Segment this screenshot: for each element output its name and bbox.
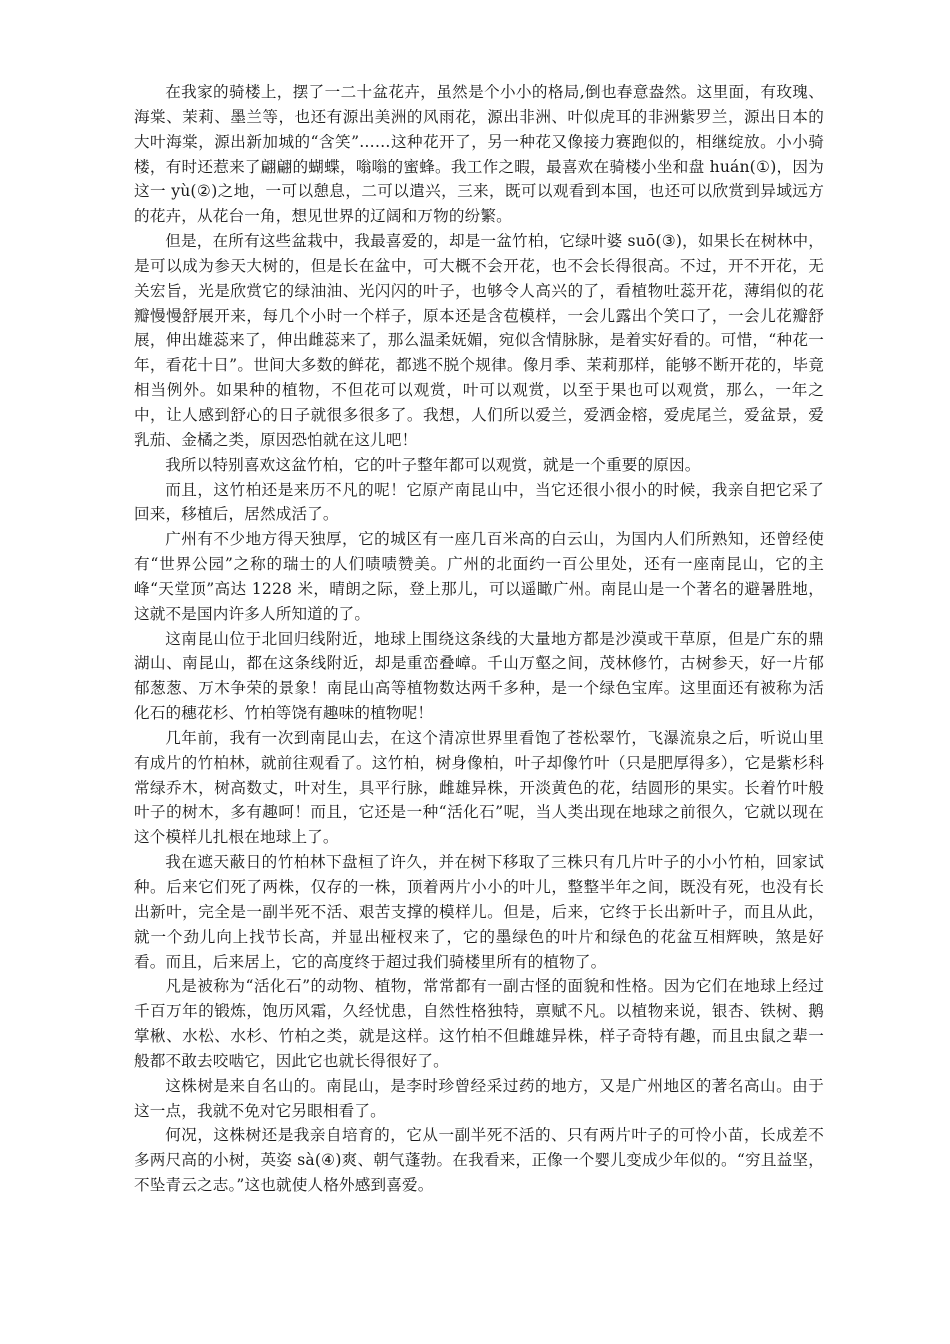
essay-body <box>134 80 824 1198</box>
paragraph-2: 但是，在所有这些盆栽中，我最喜爱的，却是一盆竹柏，它绿叶婆 suō(③)，如果长在树林中，是可以成为参天大树的，但是长在盆中，可大概不会开花，也不会长得很高。不过，开不开花，无关宏旨，光是欣赏它的绿油油、光闪闪的叶子，也够令人高兴的了，看植物吐蕊开花，薄绢似的花瓣慢慢舒展开来，每几个小时一个样子，原本还是含苞模样，一会儿露出个笑口了，一会儿花瓣舒展，伸出雄蕊来了，伸出雌蕊来了，那么温柔妩媚，宛似含情脉脉，是着实好看的。可惜，“种花一年，看花十日”。世间大多数的鲜花，都逃不脱个规律。像月季、茉莉那样，能够不断开花的，毕竟相当例外。如果种的植物，不但花可以观赏，叶可以观赏，以至于果也可以观赏，那么，一年之中，让人感到舒心的日子就很多很多了。我想，人们所以爱兰，爱洒金榕，爱虎尾兰，爱盆景，爱乳茄、金橘之类，原因恐怕就在这儿吧！ <box>134 232 824 449</box>
paragraph-8: 我在遮天蔽日的竹柏林下盘桓了许久，并在树下移取了三株只有几片叶子的小小竹柏，回家试种。后来它们死了两株，仅存的一株，顶着两片小小的叶儿，整整半年之间，既没有死，也没有长出新叶，完全是一副半死不活、艰苦支撑的模样儿。但是，后来，它终于长出新叶子，而且从此，就一个劲儿向上找节长高，并显出桠杈来了，它的墨绿色的叶片和绿色的花盆互相辉映，煞是好看。而且，后来居上，它的高度终于超过我们骑楼里所有的植物了。 <box>134 853 824 971</box>
paragraph-3: 我所以特别喜欢这盆竹柏，它的叶子整年都可以观赏，就是一个重要的原因。 <box>165 455 701 474</box>
paragraph-9: 凡是被称为“活化石”的动物、植物，常常都有一副古怪的面貌和性格。因为它们在地球上经过千百万年的锻炼，饱历风霜，久经忧患，自然性格独特，禀赋不凡。以植物来说，银杏、铁树、鹅掌楸、水松、水杉、竹柏之类，就是这样。这竹柏不但雌雄异株，样子奇特有趣，而且虫鼠之辈一般都不敢去咬啮它，因此它也就长得很好了。 <box>134 977 824 1070</box>
paragraph-7: 几年前，我有一次到南昆山去，在这个清凉世界里看饱了苍松翠竹，飞瀑流泉之后，听说山里有成片的竹柏林，就前往观看了。这竹柏，树身像柏，叶子却像竹叶（只是肥厚得多），它是紫杉科常绿乔木，树高数丈，叶对生，具平行脉，雌雄异株，开淡黄色的花，结圆形的果实。长着竹叶般叶子的树木，多有趣呵！而且，它还是一种“活化石”呢，当人类出现在地球之前很久，它就以现在这个模样儿扎根在地球上了。 <box>134 728 824 847</box>
paragraph-5: 广州有不少地方得天独厚，它的城区有一座几百米高的白云山，为国内人们所熟知，还曾经使有“世界公园”之称的瑞士的人们啧啧赞美。广州的北面约一百公里处，还有一座南昆山，它的主峰“天堂顶”高达 1228 米，晴朗之际，登上那儿，可以遥瞰广州。南昆山是一个著名的避暑胜地，这就不是国内许多人所知道的了。 <box>134 530 824 623</box>
paragraph-10: 这株树是来自名山的。南昆山，是李时珍曾经采过药的地方，又是广州地区的著名高山。由于这一点，我就不免对它另眼相看了。 <box>134 1076 824 1120</box>
paragraph-1: 在我家的骑楼上，摆了一二十盆花卉，虽然是个小小的格局,倒也春意盎然。这里面，有玫瑰、海棠、茉莉、墨兰等，也还有源出美洲的风雨花，源出非洲、叶似虎耳的非洲紫罗兰，源出日本的大叶海棠，源出新加城的“含笑”……这种花开了，另一种花又像接力赛跑似的，相继绽放。小小骑楼，有时还惹来了翩翩的蝴蝶，嗡嗡的蜜蜂。我工作之暇，最喜欢在骑楼小坐和盘 huán(①)，因为这一 yù(②)之地，一可以憩息，二可以遣兴，三来，既可以观看到本国，也还可以欣赏到异域远方的花卉，从花台一角，想见世界的辽阔和万物的纷繁。 <box>134 83 824 226</box>
paragraph-6: 这南昆山位于北回归线附近，地球上围绕这条线的大量地方都是沙漠或干草原，但是广东的鼎湖山、南昆山，都在这条线附近，却是重峦叠嶂。千山万壑之间，茂林修竹，古树参天，好一片郁郁葱葱、万木争荣的景象！南昆山高等植物数达两千多种，是一个绿色宝库。这里面还有被称为活化石的穗花杉、竹柏等饶有趣味的植物呢！ <box>134 629 824 723</box>
paragraph-11: 何况，这株树还是我亲自培育的，它从一副半死不活的、只有两片叶子的可怜小苗，长成差不多两尺高的小树，英姿 sà(④)爽、朝气蓬勃。在我看来，正像一个婴儿变成少年似的。“穷且益坚，不坠青云之志。”这也就使人格外感到喜爱。 <box>134 1126 824 1195</box>
paragraph-4: 而且，这竹柏还是来历不凡的呢！它原产南昆山中，当它还很小很小的时候，我亲自把它采了回来，移植后，居然成活了。 <box>134 480 824 524</box>
